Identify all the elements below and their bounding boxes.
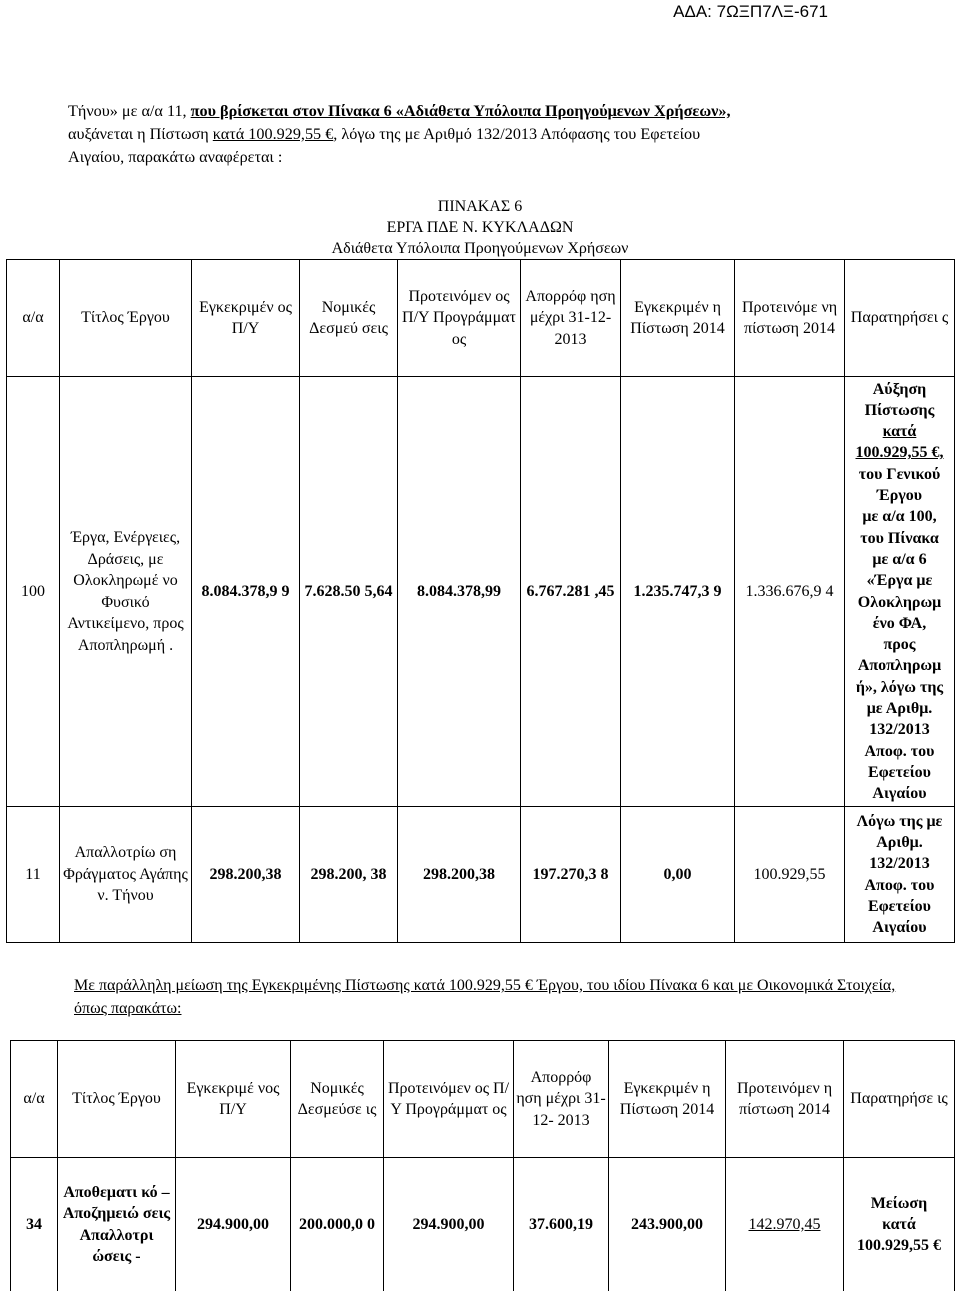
table-caption-1: ΠΙΝΑΚΑΣ 6 [437,198,523,215]
cell-legal-commitments: 200.000,0 0 [291,1158,384,1291]
cell-proposed-credit: 1.336.676,9 4 [735,377,845,807]
cell-remarks [845,377,955,807]
remark-line: Ολοκληρωμ [857,593,942,611]
cell-proposed-credit: 142.970,45 [726,1158,844,1291]
cell-proposed-budget: 294.900,00 [384,1158,514,1291]
cell-remarks [844,1158,955,1291]
remark-line: Αποφ. του [864,742,935,760]
cell-approved-credit: 0,00 [621,807,735,943]
intro-paragraph [68,100,904,169]
cell-absorption: 37.600,19 [514,1158,609,1291]
table-unused-balances [6,259,955,943]
remark-line: προς [883,636,916,654]
intro-text-2-underlined: κατά 100.929,55 € [212,125,334,143]
cell-remarks [845,807,955,943]
cell-approved-budget: 294.900,00 [176,1158,291,1291]
cell-approved-credit: 243.900,00 [609,1158,726,1291]
cell-legal-commitments: 298.200, 38 [300,807,398,943]
cell-title: Αποθεματι κό – Αποζημειώ σεις Απαλλοτρι ώσεις - [58,1158,176,1291]
header-title: Τίτλος Έργου [60,260,192,377]
header-title: Τίτλος Έργου [58,1041,176,1158]
table-row [7,807,955,943]
reduction-paragraph: Με παράλληλη μείωση της Εγκεκριμένης Πίστωσης κατά 100.929,55 € Έργου, του ιδίου Πίνακα 6 και με Οικονομικά Στοιχεία, όπως παρακάτω: [74,977,896,1017]
header-legal-commitments: Νομικές Δεσμεύ σεις [300,260,398,377]
cell-proposed-budget: 8.084.378,99 [398,377,521,807]
remark-line: 132/2013 [869,855,930,873]
remark-line: με Αριθμ. [866,699,933,717]
remark-line: κατά [882,423,917,441]
header-legal-commitments: Νομικές Δεσμεύσε ις [291,1041,384,1158]
cell-legal-commitments: 7.628.50 5,64 [300,377,398,807]
header-proposed-credit: Προτεινόμεν η πίστωση 2014 [726,1041,844,1158]
cell-proposed-budget: 298.200,38 [398,807,521,943]
cell-approved-credit: 1.235.747,3 9 [621,377,735,807]
header-proposed-credit: Προτεινόμε νη πίστωση 2014 [735,260,845,377]
remark-line: του Πίνακα [860,529,939,547]
remark-line: Εφετείου [868,763,931,781]
remark-line: ένο ΦΑ, [872,614,927,632]
remark-line: με α/α 100, [862,508,937,526]
table-reduction [10,1040,955,1291]
remark-line: Μείωση [870,1194,928,1212]
remark-line: Πίστωσης [864,401,935,419]
header-approved-credit: Εγκεκριμέν η Πίστωση 2014 [609,1041,726,1158]
intro-text-2-rest: , λόγω της με Αριθμό 132/2013 Απόφασης του Εφετείου [333,125,701,143]
cell-proposed-credit: 100.929,55 [735,807,845,943]
header-absorption: Απορρόφ ηση μέχρι 31-12- 2013 [521,260,621,377]
header-remarks: Παρατηρήσε ις [844,1041,955,1158]
remark-line: ή», λόγω της [855,678,944,696]
header-approved-credit: Εγκεκριμέν η Πίστωση 2014 [621,260,735,377]
remark-line: Λόγω της με [856,812,943,830]
intro-text-1: Τήνου» με α/α 11, [68,102,191,120]
remark-line: 132/2013 [869,721,930,739]
ada-code: ΑΔΑ: 7ΩΞΠ7ΛΞ-671 [673,2,828,21]
table-caption-2: ΕΡΓΑ ΠΔΕ Ν. ΚΥΚΛΑΔΩΝ [386,219,574,236]
cell-title: Έργα, Ενέργειες, Δράσεις, με Ολοκληρωμέ νο Φυσικό Αντικείμενο, προς Αποπληρωμή . [60,377,192,807]
intro-text-2: αυξάνεται η Πίστωση [68,125,213,143]
remark-line: 100.929,55 €, [855,444,944,462]
remark-line: Αύξηση [872,380,927,398]
cell-aa: 11 [7,807,60,943]
cell-absorption: 197.270,3 8 [521,807,621,943]
remark-line: κατά [882,1215,916,1233]
remark-line: Εφετείου [868,897,931,915]
header-proposed-budget: Προτεινόμεν ος Π/Υ Προγράμματ ος [398,260,521,377]
remark-line: «Έργα με [866,572,933,590]
table-header-row [7,260,955,377]
cell-aa: 34 [11,1158,58,1291]
header-approved-budget: Εγκεκριμέ νος Π/Υ [176,1041,291,1158]
table-header-row [11,1041,955,1158]
cell-title: Απαλλοτρίω ση Φράγματος Αγάπης ν. Τήνου [60,807,192,943]
header-absorption: Απορρόφ ηση μέχρι 31-12- 2013 [514,1041,609,1158]
header-aa: α/α [11,1041,58,1158]
table-row [11,1158,955,1291]
cell-absorption: 6.767.281 ,45 [521,377,621,807]
cell-approved-budget: 8.084.378,9 9 [192,377,300,807]
table-caption-3: Αδιάθετα Υπόλοιπα Προηγούμενων Χρήσεων [331,240,629,257]
remark-line: του Γενικού [858,465,941,483]
remark-line: 100.929,55 € [857,1237,941,1255]
remark-line: Αιγαίου [872,785,927,803]
remark-line: με α/α 6 [872,550,927,568]
table-row [7,377,955,807]
header-remarks: Παρατηρήσει ς [845,260,955,377]
intro-text-3: Αιγαίου, παρακάτω αναφέρεται : [68,148,283,166]
header-aa: α/α [7,260,60,377]
cell-aa: 100 [7,377,60,807]
remark-line: Αριθμ. [876,833,923,851]
intro-text-1-underlined: που βρίσκεται στον Πίνακα 6 «Αδιάθετα Υπόλοιπα Προηγούμενων Χρήσεων», [190,102,731,120]
remark-line: Αποπληρωμ [857,657,942,675]
remark-line: Αποφ. του [864,876,935,894]
header-approved-budget: Εγκεκριμέν ος Π/Υ [192,260,300,377]
remark-line: Αιγαίου [872,919,927,937]
remark-line: Έργου [876,487,923,505]
cell-approved-budget: 298.200,38 [192,807,300,943]
header-proposed-budget: Προτεινόμεν ος Π/Υ Προγράμματ ος [384,1041,514,1158]
